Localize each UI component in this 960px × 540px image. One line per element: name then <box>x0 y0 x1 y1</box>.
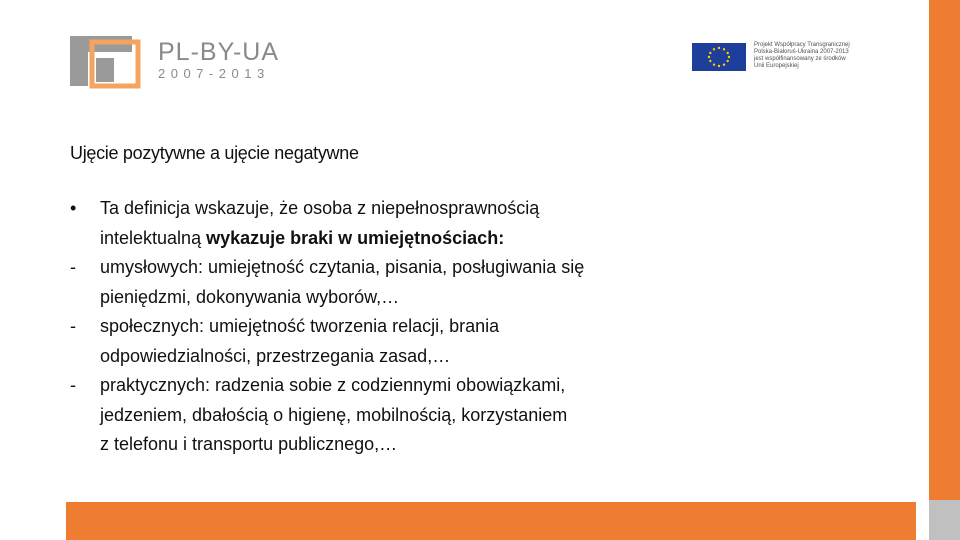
bullet-emphasis: wykazuje braki w umiejętnościach: <box>206 227 505 248</box>
eu-text-line: Unii Europejskiej <box>754 63 799 69</box>
eu-cofinancing-text <box>754 42 914 70</box>
dash-item-social <box>70 312 710 371</box>
eu-flag-icon <box>692 43 746 71</box>
bullet-marker: • <box>70 198 77 218</box>
dash-line: umysłowych: umiejętność czytania, pisania, posługiwania się <box>100 257 585 277</box>
bullet-text: intelektualną <box>100 227 207 248</box>
bullet-item <box>70 194 710 253</box>
dash-line: z telefonu i transportu publicznego,… <box>100 434 398 454</box>
dash-item-practical <box>70 371 710 460</box>
eu-text-line: jest współfinansowany ze środków <box>754 56 846 62</box>
dash-line: społecznych: umiejętność tworzenia relacji, brania <box>100 316 500 336</box>
dash-item-mental <box>70 253 710 312</box>
dash-marker: - <box>70 316 76 336</box>
dash-line: jedzeniem, dbałością o higienę, mobilnością, korzystaniem <box>100 404 568 425</box>
dash-line: pieniędzmi, dokonywania wyborów,… <box>100 286 400 307</box>
bullet-line <box>100 224 710 254</box>
logo-years: 2007-2013 <box>158 66 270 81</box>
bottom-accent-bar <box>66 502 916 540</box>
dash-marker: - <box>70 257 76 277</box>
right-accent-bar-corner <box>929 500 960 540</box>
dash-marker: - <box>70 375 76 395</box>
logo-text: PL-BY-UA <box>158 38 280 66</box>
bullet-line: Ta definicja wskazuje, że osoba z niepełnosprawnością <box>100 198 540 218</box>
eu-text-line: Polska-Białoruś-Ukraina 2007-2013 <box>754 49 849 55</box>
dash-line: praktycznych: radzenia sobie z codziennymi obowiązkami, <box>100 375 566 395</box>
slide-content <box>70 194 710 460</box>
right-accent-bar <box>929 0 960 540</box>
dash-line: odpowiedzialności, przestrzegania zasad,… <box>100 345 451 366</box>
slide-title: Ujęcie pozytywne a ujęcie negatywne <box>70 143 359 163</box>
eu-text-line: Projekt Współpracy Transgranicznej <box>754 42 850 48</box>
